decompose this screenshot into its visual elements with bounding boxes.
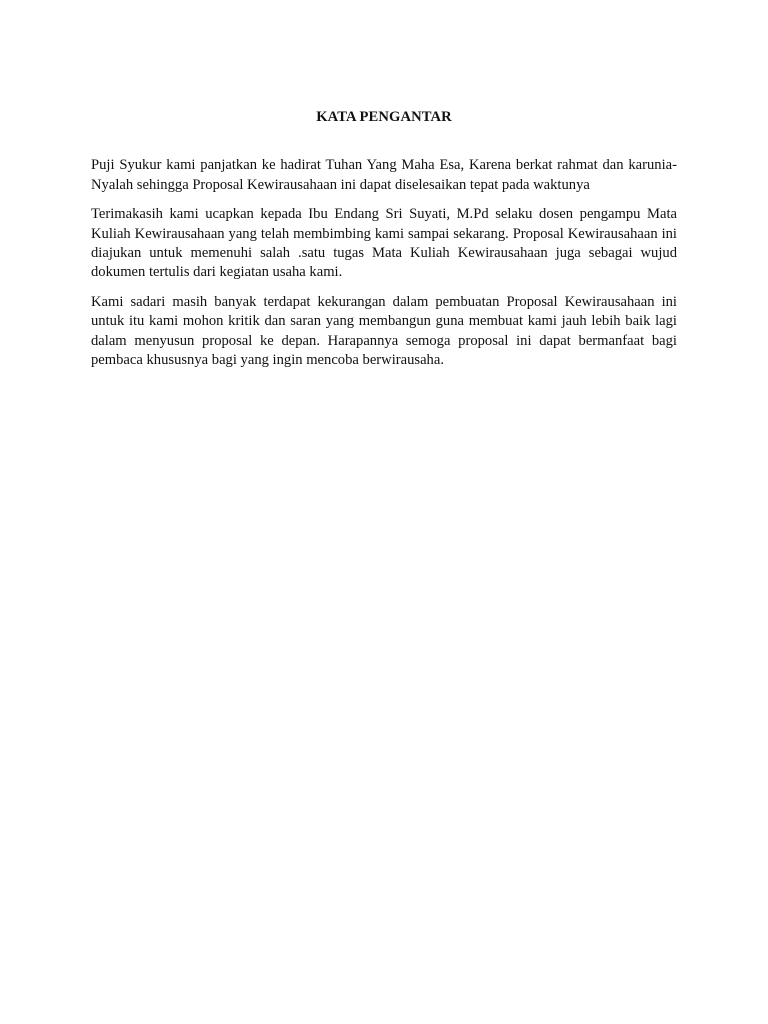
document-body — [91, 108, 677, 380]
paragraph-3: Kami sadari masih banyak terdapat kekurangan dalam pembuatan Proposal Kewirausahaan ini untuk itu kami mohon kritik dan saran yang membangun guna membuat kami jauh lebih baik lagi dalam menyusun proposal ke depan. Harapannya semoga proposal ini dapat bermanfaat bagi pembaca khususnya bagi yang ingin mencoba berwirausaha. — [91, 293, 677, 369]
paragraph-1: Puji Syukur kami panjatkan ke hadirat Tuhan Yang Maha Esa, Karena berkat rahmat dan karunia-Nyalah sehingga Proposal Kewirausahaan ini dapat diselesaikan tepat pada waktunya — [91, 157, 677, 193]
document-title: KATA PENGANTAR — [316, 109, 452, 125]
paragraph-2: Terimakasih kami ucapkan kepada Ibu Endang Sri Suyati, M.Pd selaku dosen pengampu Mata Kuliah Kewirausahaan yang telah membimbing kami sampai sekarang. Proposal Kewirausahaan ini diajukan untuk memenuhi salah .satu tugas Mata Kuliah Kewirausahaan juga sebagai wujud dokumen tertulis dari kegiatan usaha kami. — [91, 206, 677, 281]
